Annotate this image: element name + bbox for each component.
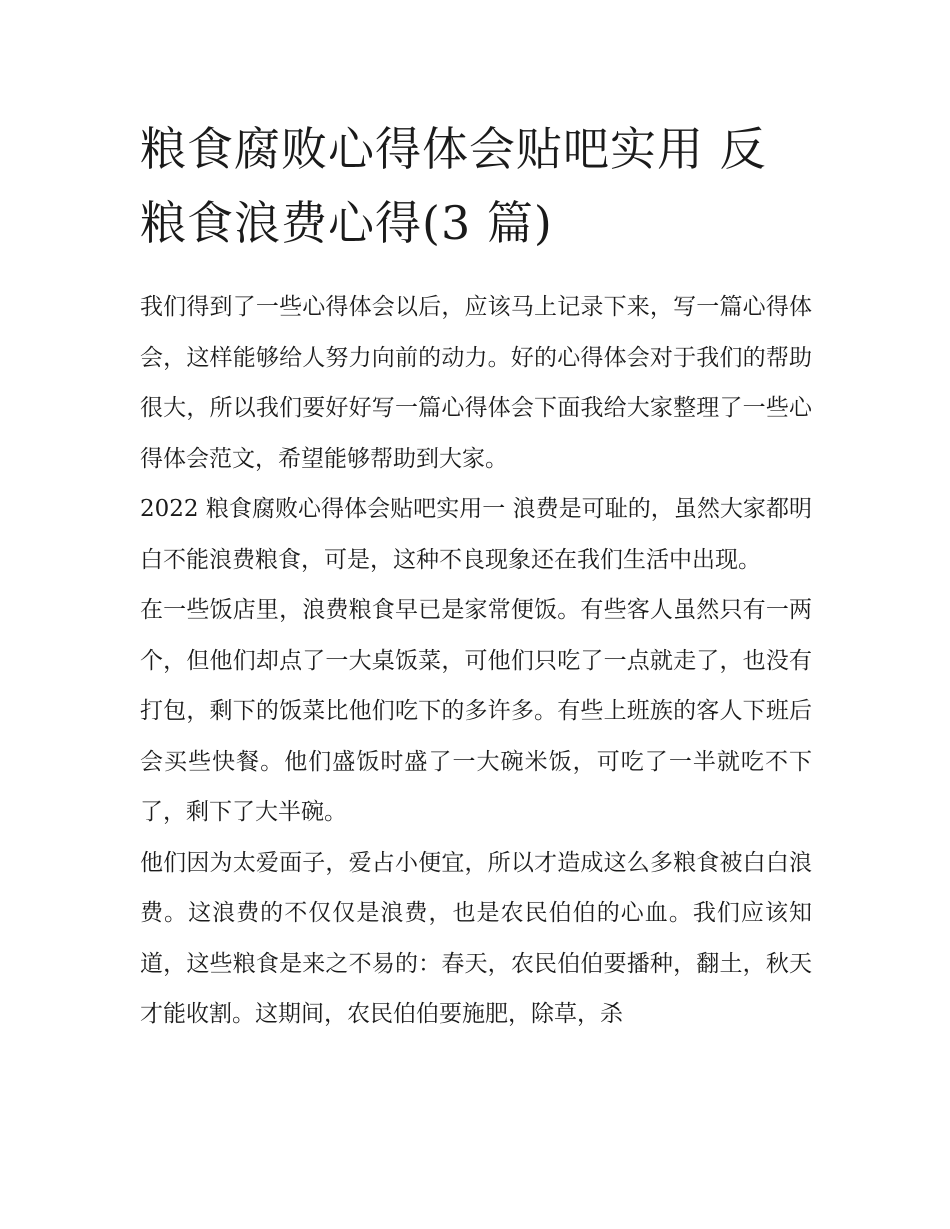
document-title: 粮食腐败心得体会贴吧实用 反粮食浪费心得(3 篇) bbox=[140, 122, 767, 250]
paragraph-farmers-effort: 他们因为太爱面子，爱占小便宜，所以才造成这么多粮食被白白浪费。这浪费的不仅仅是浪费，也是农民伯伯的心血。我们应该知道，这些粮食是来之不易的：春天，农民伯伯要播种，翻土，秋天才能收割。这期间，农民伯伯要施肥，除草，杀 bbox=[140, 849, 812, 1027]
paragraph-intro: 我们得到了一些心得体会以后，应该马上记录下来，写一篇心得体会，这样能够给人努力向前的动力。好的心得体会对于我们的帮助很大，所以我们要好好写一篇心得体会下面我给大家整理了一些心得体会范文，希望能够帮助到大家。 bbox=[140, 294, 812, 472]
paragraph-restaurant-waste: 在一些饭店里，浪费粮食早已是家常便饭。有些客人虽然只有一两个，但他们却点了一大桌饭菜，可他们只吃了一点就走了，也没有打包，剩下的饭菜比他们吃下的多许多。有些上班族的客人下班后会买些快餐。他们盛饭时盛了一大碗米饭，可吃了一半就吃不下了，剩下了大半碗。 bbox=[140, 597, 812, 825]
paragraph-article-one-opening: 2022 粮食腐败心得体会贴吧实用一 浪费是可耻的，虽然大家都明白不能浪费粮食，可是，这种不良现象还在我们生活中出现。 bbox=[140, 496, 812, 573]
document-page bbox=[140, 112, 812, 1040]
